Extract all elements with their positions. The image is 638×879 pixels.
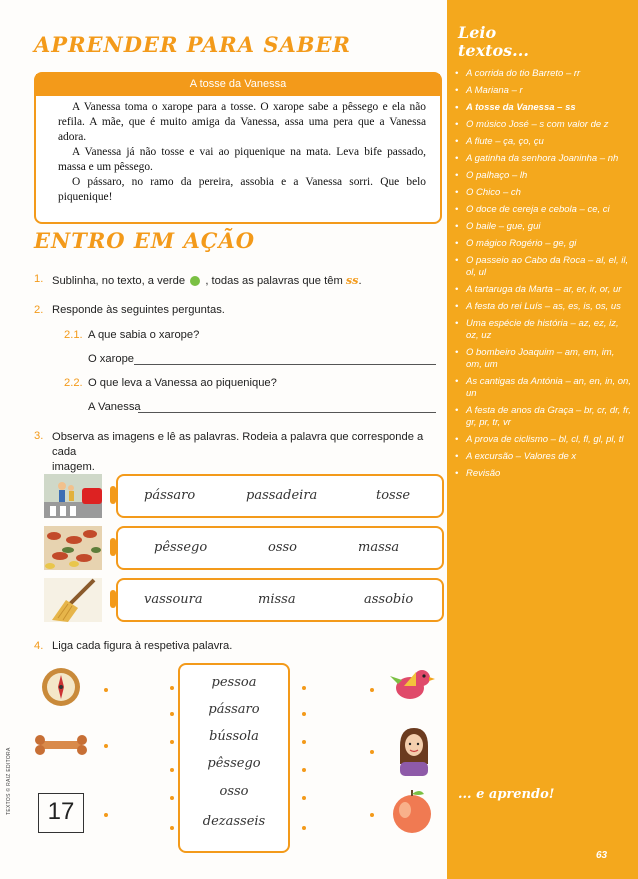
word-option[interactable]: pássaro	[144, 488, 196, 503]
question-2-text: Responde às seguintes perguntas.	[52, 304, 225, 316]
sidebar-item[interactable]: • As cantigas da Antónia – an, en, in, on, un	[452, 376, 632, 400]
sidebar-item[interactable]: • A tartaruga da Marta – ar, er, ir, or, ur	[452, 284, 632, 296]
sidebar-item[interactable]: • O baile – gue, gui	[452, 221, 632, 233]
broom-icon	[44, 578, 102, 622]
sidebar-item[interactable]: • O doce de cereja e cebola – ce, ci	[452, 204, 632, 216]
question-number: 2.1.	[64, 329, 83, 341]
word-option[interactable]: passadeira	[246, 488, 318, 503]
connector-dot[interactable]	[370, 688, 374, 692]
connector-dot[interactable]	[302, 768, 306, 772]
word-item: pessoa	[211, 675, 257, 690]
sidebar-item[interactable]: • A prova de ciclismo – bl, cl, fl, gl, pl, tl	[452, 434, 632, 446]
word-item: osso	[219, 784, 249, 799]
row-tab	[110, 486, 116, 504]
reading-paragraph: A Vanessa toma o xarope para a tosse. O xarope sabe a pêssego e ela não refila. A mãe, que é muito amiga da Vanessa, assa uma pera que a Vanessa adora.	[58, 101, 426, 143]
sidebar-heading-line: textos...	[458, 41, 529, 60]
sidebar-item[interactable]: • A corrida do tio Barreto – rr	[452, 68, 632, 80]
leaf-icon	[190, 276, 200, 286]
reading-paragraph: A Vanessa já não tosse e vai ao piquenique na mata. Leva bife passado, massa e um pêssego.	[58, 146, 426, 173]
connector-dot[interactable]	[302, 826, 306, 830]
connector-dot[interactable]	[302, 712, 306, 716]
connector-dot[interactable]	[170, 826, 174, 830]
word-row	[116, 578, 444, 622]
word-option[interactable]: osso	[268, 540, 297, 555]
section-title-entro: ENTRO EM AÇÃO	[34, 228, 256, 253]
connector-dot[interactable]	[104, 744, 108, 748]
word-row	[116, 526, 444, 570]
word-list-box	[178, 663, 290, 853]
question-number: 4.	[34, 640, 44, 652]
reading-title: A tosse da Vanessa	[36, 74, 440, 96]
question-3-text	[52, 430, 442, 475]
sidebar-item[interactable]: • A tosse da Vanessa – ss	[452, 102, 632, 114]
word-item: dezasseis	[202, 814, 266, 829]
connector-dot[interactable]	[170, 796, 174, 800]
word-option[interactable]: tosse	[376, 488, 411, 503]
traffic-crossing-icon	[44, 474, 102, 518]
answer-line-2-2[interactable]	[138, 412, 436, 413]
pasta-icon	[44, 526, 102, 570]
question-number: 3.	[34, 430, 44, 442]
vertical-credit: TEXTOS © RAIZ EDITORA	[6, 747, 12, 815]
word-option[interactable]: missa	[258, 592, 296, 607]
connector-dot[interactable]	[370, 813, 374, 817]
reading-paragraph: O pássaro, no ramo da pereira, assobia e a Vanessa sorri. Que belo piquenique!	[58, 176, 426, 203]
question-number: 1.	[34, 273, 44, 285]
sidebar-item[interactable]: • O mágico Rogério – ge, gi	[452, 238, 632, 250]
sidebar-item[interactable]: • O músico José – s com valor de z	[452, 119, 632, 131]
word-item: bússola	[209, 729, 259, 744]
sidebar-item[interactable]: • O palhaço – lh	[452, 170, 632, 182]
sidebar-item[interactable]: • A gatinha da senhora Joaninha – nh	[452, 153, 632, 165]
bird-icon[interactable]	[388, 662, 436, 708]
question-4-text: Liga cada figura à respetiva palavra.	[52, 640, 233, 652]
sidebar-item[interactable]: • Uma espécie de história – az, ez, iz, oz, uz	[452, 318, 632, 342]
sidebar-item[interactable]: • Revisão	[452, 468, 632, 480]
connector-dot[interactable]	[370, 750, 374, 754]
question-1-end: .	[358, 275, 362, 287]
question-2-1-text: A que sabia o xarope?	[88, 329, 200, 341]
connector-dot[interactable]	[170, 712, 174, 716]
sidebar-item[interactable]: • A excursão – Valores de x	[452, 451, 632, 463]
question-1-text-b: , todas as palavras que têm	[205, 275, 343, 287]
word-item: pássaro	[208, 702, 260, 717]
sidebar-heading	[458, 24, 529, 60]
answer-prefix: A Vanessa	[88, 401, 141, 413]
sidebar-item[interactable]: • O bombeiro Joaquim – am, em, im, om, um	[452, 347, 632, 371]
connector-dot[interactable]	[170, 768, 174, 772]
sidebar-item[interactable]: • O passeio ao Cabo da Roca – al, el, il, ol, ul	[452, 255, 632, 279]
question-3-line: Observa as imagens e lê as palavras. Rodeia a palavra que corresponde a cada	[52, 431, 424, 458]
ss-label: ss	[345, 273, 359, 287]
question-3-line: imagem.	[52, 461, 95, 473]
word-option[interactable]: vassoura	[144, 592, 203, 607]
connector-dot[interactable]	[302, 686, 306, 690]
connector-dot[interactable]	[170, 686, 174, 690]
connector-dot[interactable]	[104, 688, 108, 692]
reading-text-box	[34, 72, 442, 224]
peach-icon[interactable]	[390, 788, 434, 834]
bone-icon[interactable]	[32, 733, 90, 757]
sidebar-list	[452, 68, 632, 485]
connector-dot[interactable]	[302, 740, 306, 744]
sidebar-item[interactable]: • A festa do rei Luís – as, es, is, os, us	[452, 301, 632, 313]
answer-prefix: O xarope	[88, 353, 135, 365]
word-row	[116, 474, 444, 518]
page-number-box	[38, 793, 84, 833]
answer-line-2-1[interactable]	[134, 364, 436, 365]
sidebar-footer: ... e aprendo!	[458, 787, 555, 802]
connector-dot[interactable]	[104, 813, 108, 817]
word-option[interactable]: massa	[358, 540, 400, 555]
word-item: pêssego	[207, 756, 261, 771]
page-number: 63	[596, 850, 608, 861]
section-title-aprender: APRENDER PARA SABER	[34, 32, 351, 57]
row-tab	[110, 590, 116, 608]
question-number: 2.2.	[64, 377, 83, 389]
sidebar-item[interactable]: • A flute – ça, ço, çu	[452, 136, 632, 148]
question-1-text-a: Sublinha, no texto, a verde	[52, 275, 186, 287]
girl-icon[interactable]	[394, 724, 434, 776]
word-option[interactable]: assobio	[364, 592, 414, 607]
row-tab	[110, 538, 116, 556]
exercise-page-number: 17	[47, 798, 75, 825]
question-1	[52, 273, 362, 287]
connector-dot[interactable]	[302, 796, 306, 800]
question-2-2-text: O que leva a Vanessa ao piquenique?	[88, 377, 277, 389]
word-option[interactable]: pêssego	[154, 540, 208, 555]
connector-dot[interactable]	[170, 740, 174, 744]
sidebar-item[interactable]: • O Chico – ch	[452, 187, 632, 199]
compass-icon[interactable]	[40, 666, 82, 708]
sidebar-heading-line: Leio	[458, 23, 497, 42]
sidebar-item[interactable]: • A festa de anos da Graça – br, cr, dr, fr, gr, pr, tr, vr	[452, 405, 632, 429]
reading-body	[58, 100, 426, 205]
question-number: 2.	[34, 304, 44, 316]
sidebar-item[interactable]: • A Mariana – r	[452, 85, 632, 97]
